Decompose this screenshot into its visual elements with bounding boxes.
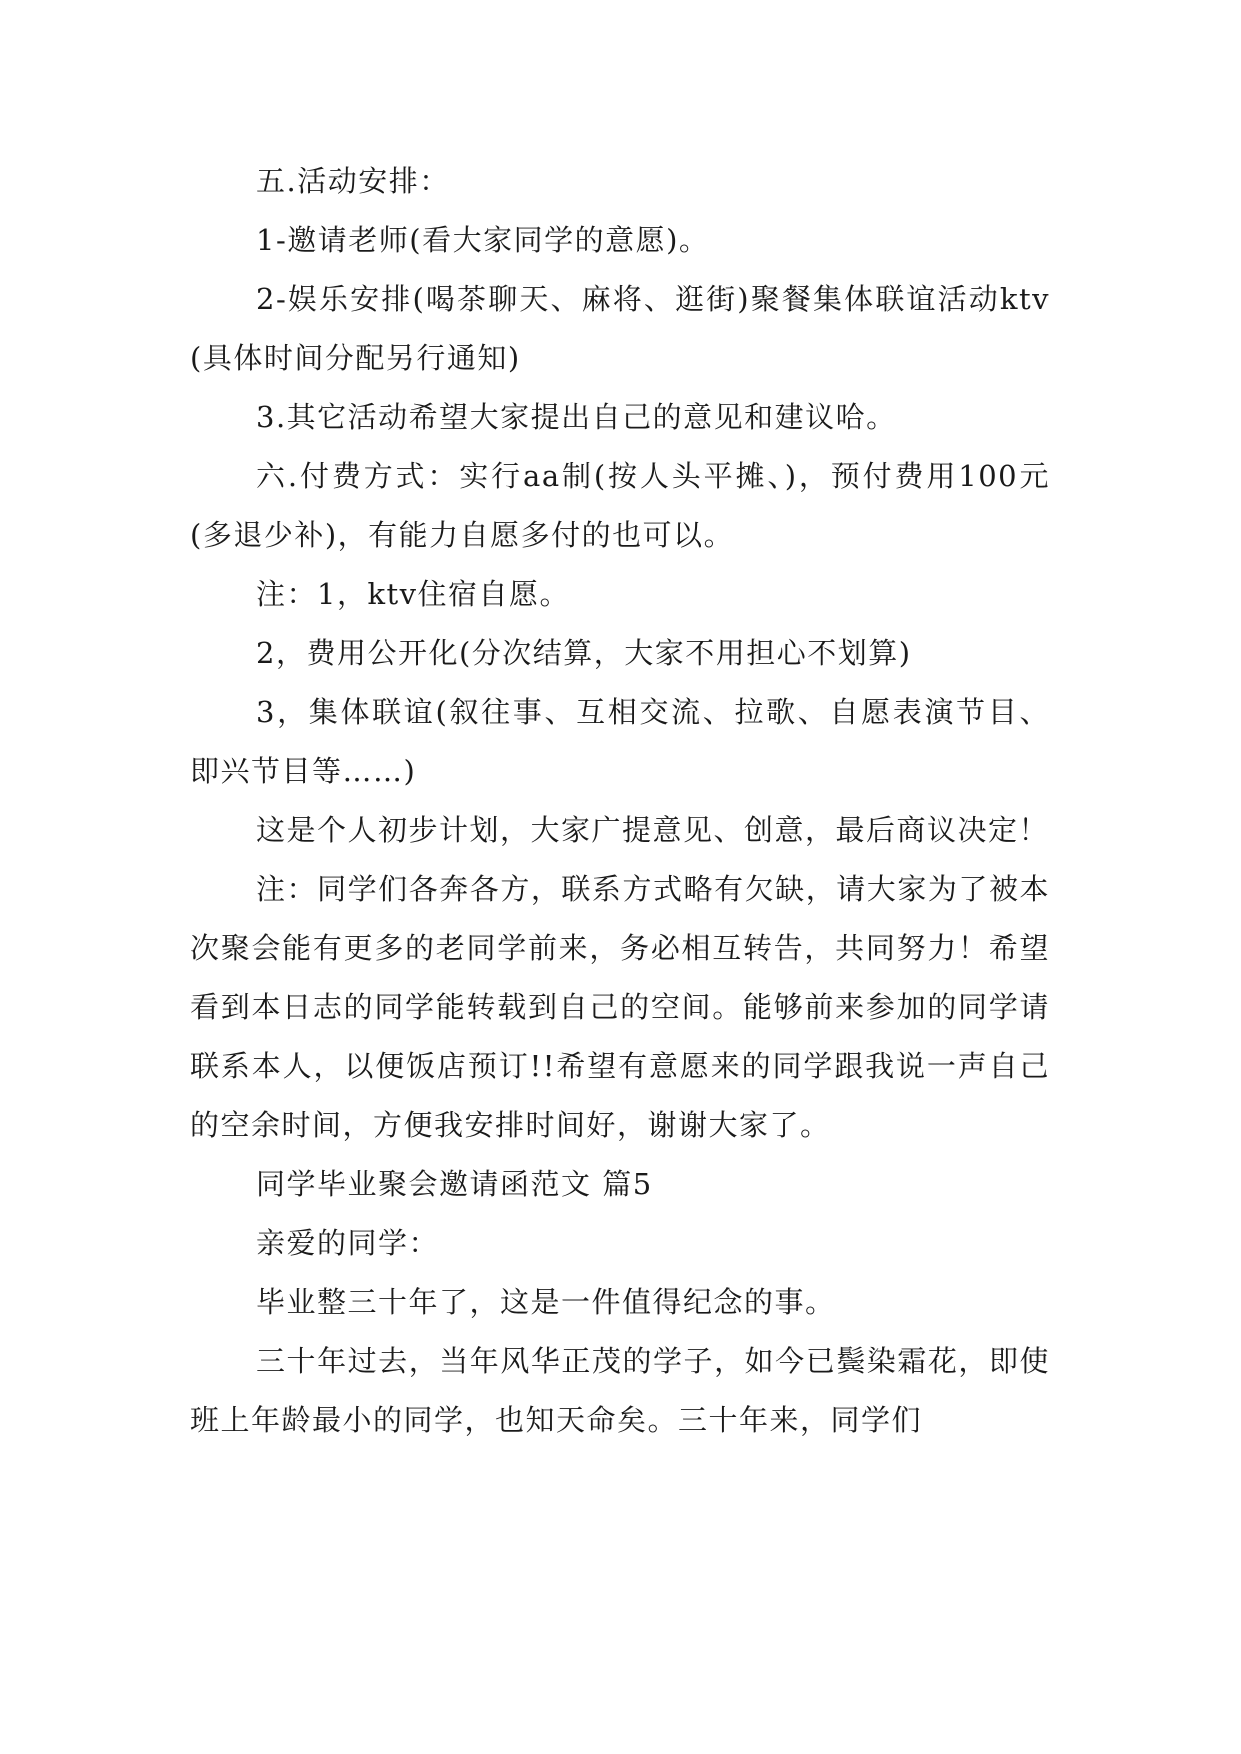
paragraph-thirty-years-passed: 三十年过去，当年风华正茂的学子，如今已鬓染霜花，即使班上年龄最小的同学，也知天命矣。三十年来，同学们 bbox=[190, 1344, 1050, 1437]
document-body bbox=[190, 152, 1050, 1450]
paragraph-invite-teachers: 1-邀请老师(看大家同学的意愿)。 bbox=[256, 223, 710, 257]
paragraph-preliminary-plan: 这是个人初步计划，大家广提意见、创意，最后商议决定！ bbox=[256, 813, 1050, 847]
paragraph-entertainment: 2-娱乐安排(喝茶聊天、麻将、逛街)聚餐集体联谊活动ktv(具体时间分配另行通知) bbox=[190, 282, 1050, 375]
paragraph-payment-method: 六.付费方式：实行aa制(按人头平摊、)，预付费用100元(多退少补)，有能力自愿多付的也可以。 bbox=[190, 459, 1050, 552]
paragraph-contact-note: 注：同学们各奔各方，联系方式略有欠缺，请大家为了被本次聚会能有更多的老同学前来，务必相互转告，共同努力！希望看到本日志的同学能转载到自己的空间。能够前来参加的同学请联系本人，以便饭店预订!!希望有意愿来的同学跟我说一声自己的空余时间，方便我安排时间好，谢谢大家了。 bbox=[190, 872, 1050, 1142]
paragraph-salutation: 亲爱的同学： bbox=[256, 1226, 440, 1260]
paragraph-other-activities: 3.其它活动希望大家提出自己的意见和建议哈。 bbox=[256, 400, 897, 434]
paragraph-note-3: 3，集体联谊(叙往事、互相交流、拉歌、自愿表演节目、即兴节目等……) bbox=[190, 695, 1050, 788]
paragraph-note-2: 2，费用公开化(分次结算，大家不用担心不划算) bbox=[256, 636, 912, 670]
section-title: 同学毕业聚会邀请函范文 篇5 bbox=[256, 1167, 653, 1201]
paragraph-activity-heading: 五.活动安排： bbox=[256, 164, 450, 198]
paragraph-thirty-years: 毕业整三十年了，这是一件值得纪念的事。 bbox=[256, 1285, 836, 1319]
paragraph-note-1: 注：1，ktv住宿自愿。 bbox=[256, 577, 571, 611]
